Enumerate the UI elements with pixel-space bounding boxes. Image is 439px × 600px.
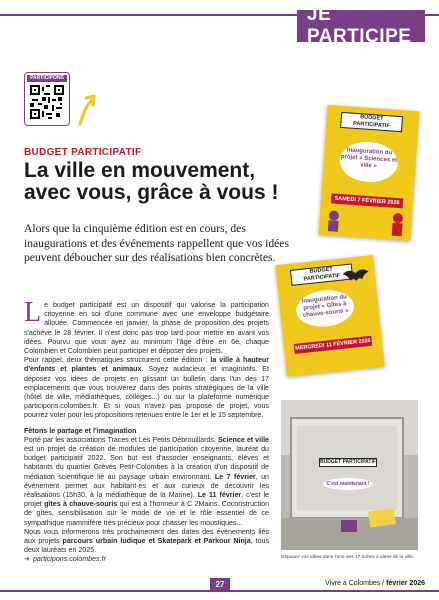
poster-date: SAMEDI 7 FÉVRIER 2026 xyxy=(331,193,404,208)
curved-arrow-icon xyxy=(74,90,104,126)
section-title: JE PARTICIPE xyxy=(307,4,412,47)
page-number: 27 xyxy=(210,578,230,592)
ideas-box-photo xyxy=(281,400,418,550)
website-link[interactable]: ➜ participons.colombes.fr xyxy=(24,555,106,564)
paragraph-1: Le budget participatif est un dispositif qui valorise la participation citoyenne en soi d'une commune avec une enveloppe budgétaire allouée. Commencée en janvier, la phase de proposition des projets s'achève le 28 février. Il n'est donc pas trop tard pour mettre en avant vos idées. Pourvu que vous ayez au minimum l'âge d'être en 6e, chaque Colombien et Colombien peut participer et déposer des projets. xyxy=(24,297,269,356)
poster-badge: BUDGET PARTICIPATIF xyxy=(340,112,403,132)
section-tab xyxy=(297,4,425,47)
article-body xyxy=(24,297,270,565)
poster-sciences-et-ville xyxy=(319,105,420,241)
ideas-box-illustration xyxy=(281,400,418,550)
article-kicker: BUDGET PARTICIPATIF xyxy=(24,147,142,158)
poster-date: MERCREDI 11 FÉVRIER 2026 xyxy=(294,336,373,354)
section-subheading: Fêtons le partage et l'imagination xyxy=(24,426,137,435)
poster-badge: BUDGET PARTICIPATIF xyxy=(290,263,353,285)
link-arrow-icon: ➜ xyxy=(24,555,30,564)
poster-gites-chauve-souris xyxy=(275,255,384,377)
photo-caption: Déposez vos idées dans l'une des 17 boîtes à idées de la ville. xyxy=(281,555,415,560)
title-line-2: avec vous, grâce à vous ! xyxy=(24,181,279,204)
dropcap: L xyxy=(24,297,42,328)
article-title xyxy=(24,160,284,204)
qr-code-box[interactable] xyxy=(24,72,70,126)
paragraph-3: Porté par les associations Traces et Les Petits Débrouillards, Science et ville est un projet de création de modules de participation citoyenne, lauréat du budget participatif 2022. Son but est d'associer enseignants, élèves et habitants du quartier Grèves Petit-Colombes à la création d'un dispositif de médiation scientifique lié au paysage urbain environnant. Le 7 février, un événement permet aux habitant·es et aux curieux de découvrir les réalisations (15h30, à la médiathèque de la Marine). Le 11 février, c'est le projet gîtes à chauve-souris qui est à l'honneur à C 2Mains. Coconstruction de gîtes, sensibilisation sur le mode de vie et le rôle essentiel de ce sympathique mammifère très précieux pour chasser les moustiques... xyxy=(24,435,270,527)
bat-icon xyxy=(342,266,370,289)
poster-bubble: Inauguration du projet « Sciences et ville » xyxy=(338,140,399,184)
illustration-people-icon xyxy=(323,201,409,237)
title-line-1: La ville en mouvement, xyxy=(24,159,256,182)
paragraph-2: Pour rappel, deux thématiques structurent cette édition : la ville à hauteur d'enfants et plantes et animaux. Soyez audacieux et imaginatifs. Et déposez vos idées de projets en glissant un bulletin dans l'un des 17 emplacements que vous trouverez dans des points stratégiques de la ville (hôtel de ville, médiathèques, collèges...) ou sur la plateforme numérique participons.colombes.fr. Et si vous n'avez pas proposé de projet, vous pourrez voter pour les propositions retenues entre le 1er et le 15 septembre. xyxy=(24,356,269,420)
box-label: BUDGET PARTICIPATIF xyxy=(320,459,376,465)
article-intro: Alors que la cinquième édition est en cours, des inaugurations et des événements rappellent que vos idées peuvent déboucher sur des réalisations bien concrètes. xyxy=(24,222,289,264)
paragraph-4: Nous vous informerons très prochainement des dates des événements liés aux projets parcours urbain ludique et Skatepark et Parkour Ninja, tous deux lauréats en 2025. xyxy=(24,527,270,555)
qr-label: PARTICIPONS xyxy=(27,75,67,82)
box-bubble: C'est maintenant ! xyxy=(323,478,373,490)
footer-publication: Vivre à Colombes / février 2026 xyxy=(325,580,425,587)
poster-bubble: Inauguration du projet « Gîtes à chauve-souris » xyxy=(294,288,355,330)
qr-code-icon xyxy=(30,85,64,119)
